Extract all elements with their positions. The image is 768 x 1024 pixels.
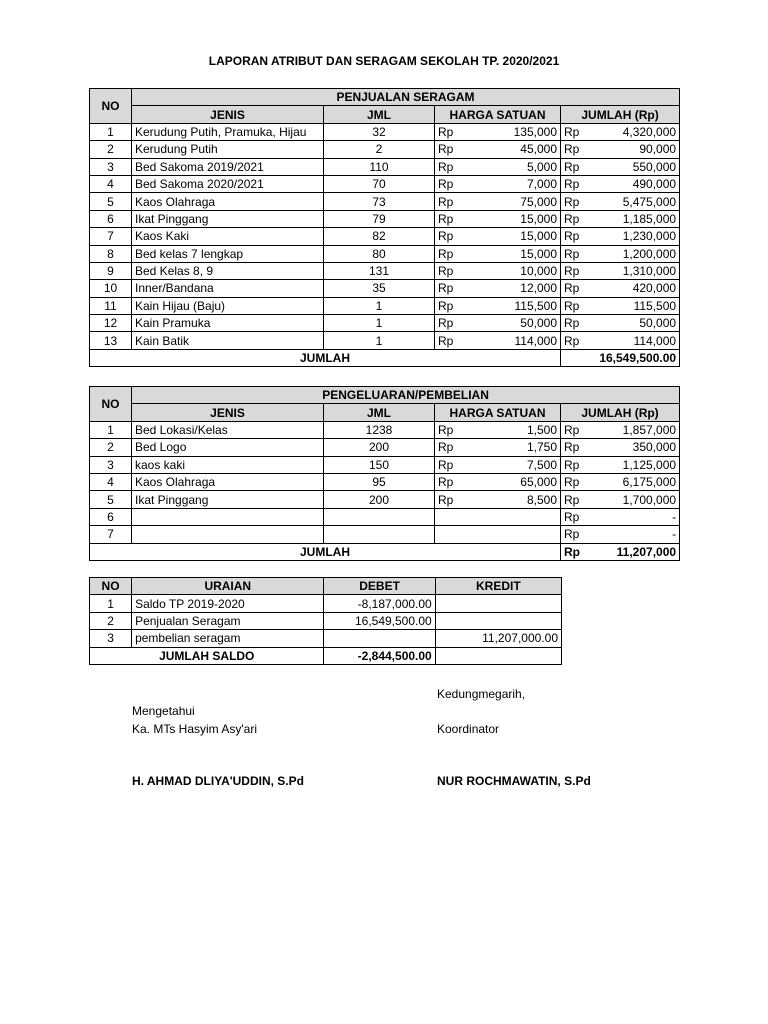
cell-harga: 12,000 — [458, 280, 561, 297]
cell-harga-currency — [435, 526, 458, 543]
cell-jml: 150 — [324, 456, 435, 473]
table-row — [90, 491, 680, 508]
section-title-sales: PENJUALAN SERAGAM — [132, 89, 680, 106]
cell-harga: 8,500 — [458, 491, 561, 508]
cell-jumlah: 420,000 — [584, 280, 680, 297]
cell-harga-currency: Rp — [435, 210, 458, 227]
cell-jumlah-currency: Rp — [561, 526, 584, 543]
cell-jml: 79 — [324, 210, 435, 227]
signature-place: Kedungmegarih, — [437, 687, 526, 701]
signature-left-intro: Mengetahui — [132, 704, 195, 718]
report-title: LAPORAN ATRIBUT DAN SERAGAM SEKOLAH TP. 2020/2021 — [208, 54, 560, 68]
header-no: NO — [90, 578, 132, 595]
cell-no: 7 — [90, 228, 132, 245]
cell-harga-currency: Rp — [435, 193, 458, 210]
cell-debet: -8,187,000.00 — [324, 595, 435, 612]
table-row — [90, 439, 680, 456]
table-row — [90, 456, 680, 473]
cell-jenis: Kaos Olahraga — [132, 473, 324, 490]
cell-jumlah: - — [584, 526, 680, 543]
cell-no: 1 — [90, 123, 132, 140]
cell-harga-currency: Rp — [435, 280, 458, 297]
table-row — [90, 210, 680, 227]
cell-jenis: Kerudung Putih, Pramuka, Hijau — [132, 123, 324, 140]
header-jml: JML — [324, 106, 435, 123]
cell-jumlah: 1,185,000 — [584, 210, 680, 227]
cell-uraian: pembelian seragam — [132, 630, 324, 647]
cell-jumlah: 350,000 — [584, 439, 680, 456]
table-row — [90, 245, 680, 262]
cell-uraian: Saldo TP 2019-2020 — [132, 595, 324, 612]
cell-jenis: Bed Kelas 8, 9 — [132, 262, 324, 279]
cell-jumlah-currency: Rp — [561, 332, 584, 349]
table-row — [90, 508, 680, 525]
header-kredit: KREDIT — [435, 578, 561, 595]
cell-jumlah: 114,000 — [584, 332, 680, 349]
table-row — [90, 228, 680, 245]
cell-jumlah: 4,320,000 — [584, 123, 680, 140]
cell-jumlah: 5,475,000 — [584, 193, 680, 210]
cell-harga: 65,000 — [458, 473, 561, 490]
cell-no: 7 — [90, 526, 132, 543]
cell-jumlah-currency: Rp — [561, 315, 584, 332]
cell-jumlah-currency: Rp — [561, 297, 584, 314]
cell-harga: 5,000 — [458, 158, 561, 175]
cell-jenis: Bed Logo — [132, 439, 324, 456]
cell-no: 8 — [90, 245, 132, 262]
cell-jumlah-currency: Rp — [561, 245, 584, 262]
header-uraian: URAIAN — [132, 578, 324, 595]
cell-debet — [324, 630, 435, 647]
cell-no: 6 — [90, 508, 132, 525]
header-jenis: JENIS — [132, 404, 324, 421]
table-row — [90, 193, 680, 210]
header-no: NO — [90, 387, 132, 422]
cell-jumlah: 490,000 — [584, 175, 680, 192]
total-label: JUMLAH SALDO — [90, 647, 324, 664]
cell-jenis — [132, 508, 324, 525]
cell-no: 3 — [90, 158, 132, 175]
cell-jumlah-currency: Rp — [561, 123, 584, 140]
cell-jumlah: 6,175,000 — [584, 473, 680, 490]
cell-harga-currency: Rp — [435, 315, 458, 332]
header-jml: JML — [324, 404, 435, 421]
table-row — [90, 421, 680, 438]
cell-jumlah: 1,700,000 — [584, 491, 680, 508]
header-harga: HARGA SATUAN — [435, 404, 561, 421]
cell-no: 5 — [90, 193, 132, 210]
cell-no: 1 — [90, 595, 132, 612]
cell-jml: 2 — [324, 141, 435, 158]
cell-harga: 135,000 — [458, 123, 561, 140]
cell-harga-currency: Rp — [435, 228, 458, 245]
table-row — [90, 315, 680, 332]
table-row — [90, 262, 680, 279]
cell-no: 5 — [90, 491, 132, 508]
cell-kredit — [435, 612, 561, 629]
cell-harga-currency: Rp — [435, 332, 458, 349]
sales-table — [89, 88, 680, 367]
cell-jml: 73 — [324, 193, 435, 210]
cell-harga — [458, 508, 561, 525]
cell-no: 9 — [90, 262, 132, 279]
cell-jenis: kaos kaki — [132, 456, 324, 473]
header-jenis: JENIS — [132, 106, 324, 123]
cell-jml: 1238 — [324, 421, 435, 438]
cell-harga: 15,000 — [458, 210, 561, 227]
cell-jumlah-currency: Rp — [561, 228, 584, 245]
header-jumlah: JUMLAH (Rp) — [561, 106, 680, 123]
cell-jml: 95 — [324, 473, 435, 490]
total-currency: Rp — [561, 543, 584, 560]
table-row — [90, 332, 680, 349]
cell-no: 2 — [90, 141, 132, 158]
cell-no: 11 — [90, 297, 132, 314]
table-row — [90, 297, 680, 314]
cell-jumlah: 550,000 — [584, 158, 680, 175]
cell-jml: 200 — [324, 491, 435, 508]
cell-jml: 1 — [324, 297, 435, 314]
balance-table — [89, 577, 562, 665]
cell-jumlah-currency: Rp — [561, 491, 584, 508]
cell-jenis: Ikat Pinggang — [132, 491, 324, 508]
table-row — [90, 123, 680, 140]
cell-jumlah-currency: Rp — [561, 141, 584, 158]
cell-jml: 131 — [324, 262, 435, 279]
cell-jumlah-currency: Rp — [561, 158, 584, 175]
cell-jml — [324, 526, 435, 543]
total-debet: -2,844,500.00 — [324, 647, 435, 664]
cell-jumlah-currency: Rp — [561, 473, 584, 490]
table-row — [90, 595, 562, 612]
table-row — [90, 141, 680, 158]
cell-harga — [458, 526, 561, 543]
cell-kredit: 11,207,000.00 — [435, 630, 561, 647]
cell-jml: 110 — [324, 158, 435, 175]
total-row — [90, 543, 680, 560]
cell-harga-currency: Rp — [435, 175, 458, 192]
cell-no: 4 — [90, 473, 132, 490]
table-row — [90, 630, 562, 647]
cell-jml: 1 — [324, 332, 435, 349]
total-row — [90, 647, 562, 664]
header-jumlah: JUMLAH (Rp) — [561, 404, 680, 421]
total-row — [90, 349, 680, 366]
section-title-purchases: PENGELUARAN/PEMBELIAN — [132, 387, 680, 404]
cell-jenis: Kaos Kaki — [132, 228, 324, 245]
cell-jumlah: - — [584, 508, 680, 525]
cell-jml: 32 — [324, 123, 435, 140]
cell-no: 2 — [90, 439, 132, 456]
cell-jml — [324, 508, 435, 525]
cell-harga: 7,000 — [458, 175, 561, 192]
cell-jumlah-currency: Rp — [561, 508, 584, 525]
cell-harga-currency: Rp — [435, 421, 458, 438]
cell-jenis: Inner/Bandana — [132, 280, 324, 297]
cell-harga: 15,000 — [458, 228, 561, 245]
total-label: JUMLAH — [90, 349, 561, 366]
cell-jenis: Kain Hijau (Baju) — [132, 297, 324, 314]
signature-left-name: H. AHMAD DLIYA'UDDIN, S.Pd — [132, 774, 304, 788]
cell-jumlah: 90,000 — [584, 141, 680, 158]
cell-harga-currency: Rp — [435, 473, 458, 490]
cell-no: 12 — [90, 315, 132, 332]
cell-harga: 1,750 — [458, 439, 561, 456]
total-value: 11,207,000 — [584, 543, 680, 560]
total-label: JUMLAH — [90, 543, 561, 560]
cell-jenis: Kaos Olahraga — [132, 193, 324, 210]
cell-jml: 70 — [324, 175, 435, 192]
cell-jumlah-currency: Rp — [561, 421, 584, 438]
cell-jml: 35 — [324, 280, 435, 297]
cell-jumlah-currency: Rp — [561, 193, 584, 210]
table-row — [90, 612, 562, 629]
cell-jumlah-currency: Rp — [561, 280, 584, 297]
cell-harga-currency: Rp — [435, 491, 458, 508]
cell-jenis — [132, 526, 324, 543]
cell-harga: 115,500 — [458, 297, 561, 314]
cell-jenis: Bed Sakoma 2020/2021 — [132, 175, 324, 192]
cell-jumlah-currency: Rp — [561, 439, 584, 456]
cell-jumlah-currency: Rp — [561, 210, 584, 227]
cell-harga: 114,000 — [458, 332, 561, 349]
table-row — [90, 473, 680, 490]
cell-harga-currency: Rp — [435, 158, 458, 175]
cell-jenis: Kerudung Putih — [132, 141, 324, 158]
cell-jml: 80 — [324, 245, 435, 262]
cell-no: 4 — [90, 175, 132, 192]
signature-right-name: NUR ROCHMAWATIN, S.Pd — [437, 774, 591, 788]
header-no: NO — [90, 89, 132, 124]
header-debet: DEBET — [324, 578, 435, 595]
table-row — [90, 526, 680, 543]
cell-harga: 50,000 — [458, 315, 561, 332]
cell-no: 6 — [90, 210, 132, 227]
cell-no: 3 — [90, 630, 132, 647]
signature-left-role: Ka. MTs Hasyim Asy'ari — [132, 722, 257, 736]
cell-jumlah: 1,230,000 — [584, 228, 680, 245]
cell-harga-currency: Rp — [435, 439, 458, 456]
cell-harga-currency: Rp — [435, 456, 458, 473]
cell-jml: 1 — [324, 315, 435, 332]
cell-jumlah: 1,125,000 — [584, 456, 680, 473]
cell-no: 10 — [90, 280, 132, 297]
cell-uraian: Penjualan Seragam — [132, 612, 324, 629]
cell-jenis: Bed kelas 7 lengkap — [132, 245, 324, 262]
cell-harga-currency: Rp — [435, 262, 458, 279]
table-row — [90, 280, 680, 297]
cell-harga-currency: Rp — [435, 245, 458, 262]
table-row — [90, 175, 680, 192]
total-value: 16,549,500.00 — [561, 349, 680, 366]
cell-jenis: Bed Lokasi/Kelas — [132, 421, 324, 438]
cell-no: 1 — [90, 421, 132, 438]
cell-harga-currency — [435, 508, 458, 525]
cell-jenis: Kain Pramuka — [132, 315, 324, 332]
cell-harga: 45,000 — [458, 141, 561, 158]
purchases-table — [89, 386, 680, 561]
cell-harga: 7,500 — [458, 456, 561, 473]
cell-jumlah: 1,200,000 — [584, 245, 680, 262]
cell-kredit — [435, 595, 561, 612]
cell-jumlah: 1,857,000 — [584, 421, 680, 438]
cell-jml: 200 — [324, 439, 435, 456]
table-row — [90, 158, 680, 175]
cell-jumlah-currency: Rp — [561, 175, 584, 192]
cell-jenis: Kain Batik — [132, 332, 324, 349]
cell-harga-currency: Rp — [435, 297, 458, 314]
cell-debet: 16,549,500.00 — [324, 612, 435, 629]
cell-jumlah: 115,500 — [584, 297, 680, 314]
cell-no: 2 — [90, 612, 132, 629]
cell-harga: 15,000 — [458, 245, 561, 262]
total-kredit — [435, 647, 561, 664]
cell-jenis: Bed Sakoma 2019/2021 — [132, 158, 324, 175]
cell-jumlah-currency: Rp — [561, 262, 584, 279]
cell-no: 3 — [90, 456, 132, 473]
cell-jumlah: 50,000 — [584, 315, 680, 332]
cell-no: 13 — [90, 332, 132, 349]
cell-jml: 82 — [324, 228, 435, 245]
header-harga: HARGA SATUAN — [435, 106, 561, 123]
cell-harga: 75,000 — [458, 193, 561, 210]
cell-harga: 1,500 — [458, 421, 561, 438]
cell-harga-currency: Rp — [435, 123, 458, 140]
signature-right-role: Koordinator — [437, 722, 500, 736]
cell-jenis: Ikat Pinggang — [132, 210, 324, 227]
cell-harga-currency: Rp — [435, 141, 458, 158]
cell-jumlah-currency: Rp — [561, 456, 584, 473]
cell-harga: 10,000 — [458, 262, 561, 279]
cell-jumlah: 1,310,000 — [584, 262, 680, 279]
